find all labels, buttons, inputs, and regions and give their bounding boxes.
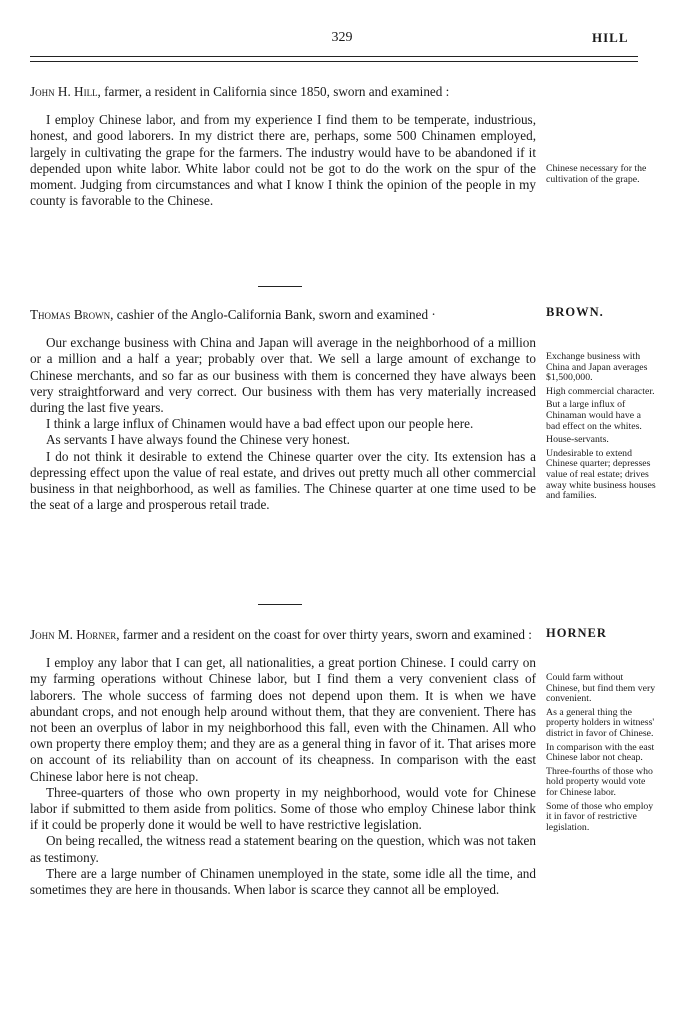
- witness-name: John M. Horner,: [30, 627, 120, 642]
- paragraph: As servants I have always found the Chinese very honest.: [46, 432, 350, 448]
- paragraph: I think a large influx of Chinamen would have a bad effect upon our people here.: [46, 416, 474, 432]
- testimony-hill: [30, 84, 536, 209]
- margin-note: House-servants.: [546, 434, 609, 446]
- paragraph: I employ any labor that I can get, all nationalities, a great portion Chinese. I could carry on my farming operations without Chinese labor, but I find them a very convenient class of laborers. The whole success of farming does not depend upon them. It is when we have abundant crops, and not enough help around without them, that they are convenient. There has not been an overplus of labor in my neighborhood this fall, even with the Chinamen. All who own property there employ them; and they are as a general thing in favor of it. That arises more on account of its reliability than on account of its cheapness. In comparison with the east Chinese labor here is not cheap.: [30, 655, 536, 784]
- margin-note: Undesirable to extend Chinese quarter; depresses value of real estate; drives away white business houses and families.: [546, 447, 656, 502]
- witness-heading: [30, 307, 536, 323]
- testimony-brown: [30, 307, 536, 513]
- paragraph: On being recalled, the witness read a statement bearing on the question, which was not taken as testimony.: [30, 833, 536, 865]
- paragraph: Three-quarters of those who own property in my neighborhood, would vote for Chinese labor if submitted to them aside from politics. Some of those who employ Chinese labor think if it could be properly done it would be well to have restrictive legislation.: [30, 784, 536, 833]
- paragraph: There are a large number of Chinamen unemployed in the state, some idle all the time, and sometimes they are here in thousands. When labor is scarce they cannot all be employed.: [30, 865, 536, 898]
- running-head: HILL: [592, 30, 629, 45]
- page-number: 329: [331, 30, 353, 45]
- margin-notes-horner: [546, 673, 656, 836]
- witness-name: Thomas Brown,: [30, 307, 114, 322]
- witness-heading: [30, 84, 536, 100]
- section-divider: [258, 604, 302, 605]
- paragraph: I employ Chinese labor, and from my experience I find them to be temperate, industrious, honest, and good laborers. In my district there are, perhaps, some 500 Chinamen employed, largely in cultivating the grape for the farmers. The industry would have to be abandoned if it depended upon white labor. White labor could not be got to do the work on the spur of the moment. Judging from circumstances and what I know I think the opinion of the people in my county is favorable to the Chinese.: [30, 112, 536, 209]
- paragraph: Our exchange business with China and Japan will average in the neighborhood of a million or a million and a half a year; probably over that. We sell a large amount of exchange to Chinese merchants, and so far as our business with them is concerned they have always been very straightforward and very correct. Our business with them has very materially increased during the last five years.: [30, 335, 536, 416]
- margin-note: Could farm without Chinese, but find them very convenient.: [546, 672, 656, 705]
- section-divider: [258, 286, 302, 287]
- margin-note: Chinese necessary for the cultivation of the grape.: [546, 163, 647, 185]
- margin-note: As a general thing the property holders in witness' district in favor of Chinese.: [546, 706, 655, 739]
- margin-notes-brown: [546, 352, 656, 505]
- margin-notes-hill: [546, 164, 656, 188]
- margin-note: But a large influx of Chinaman would have a bad effect on the whites.: [546, 399, 642, 432]
- testimony-horner: [30, 627, 536, 898]
- margin-note: Three-fourths of those who hold property would vote for Chinese labor.: [546, 765, 653, 798]
- margin-note: In comparison with the east Chinese labor not cheap.: [546, 741, 655, 764]
- margin-note: Some of those who employ it in favor of restrictive legislation.: [546, 800, 654, 833]
- witness-intro: cashier of the Anglo-California Bank, sworn and examined ·: [113, 307, 436, 322]
- witness-tag: HORNER: [546, 626, 607, 640]
- margin-note: High commercial character.: [546, 385, 655, 397]
- witness-intro: farmer and a resident on the coast for over thirty years, sworn and examined :: [119, 627, 532, 642]
- margin-note: Exchange business with China and Japan averages $1,500,000.: [546, 351, 648, 384]
- header-rule-double: [30, 61, 638, 62]
- header-rule: [30, 56, 638, 57]
- witness-tag: BROWN.: [546, 305, 604, 319]
- witness-intro: farmer, a resident in California since 1850, sworn and examined :: [100, 84, 450, 99]
- paragraph: I do not think it desirable to extend the Chinese quarter over the city. Its extension has a depressing effect upon the value of real estate, and drives out pretty much all other commercial business in that neighborhood, as well as families. The Chinese quarter at one time used to be the seat of a large and prosperous retail trade.: [30, 448, 536, 513]
- witness-heading: [30, 627, 536, 643]
- witness-name: John H. Hill,: [30, 84, 101, 99]
